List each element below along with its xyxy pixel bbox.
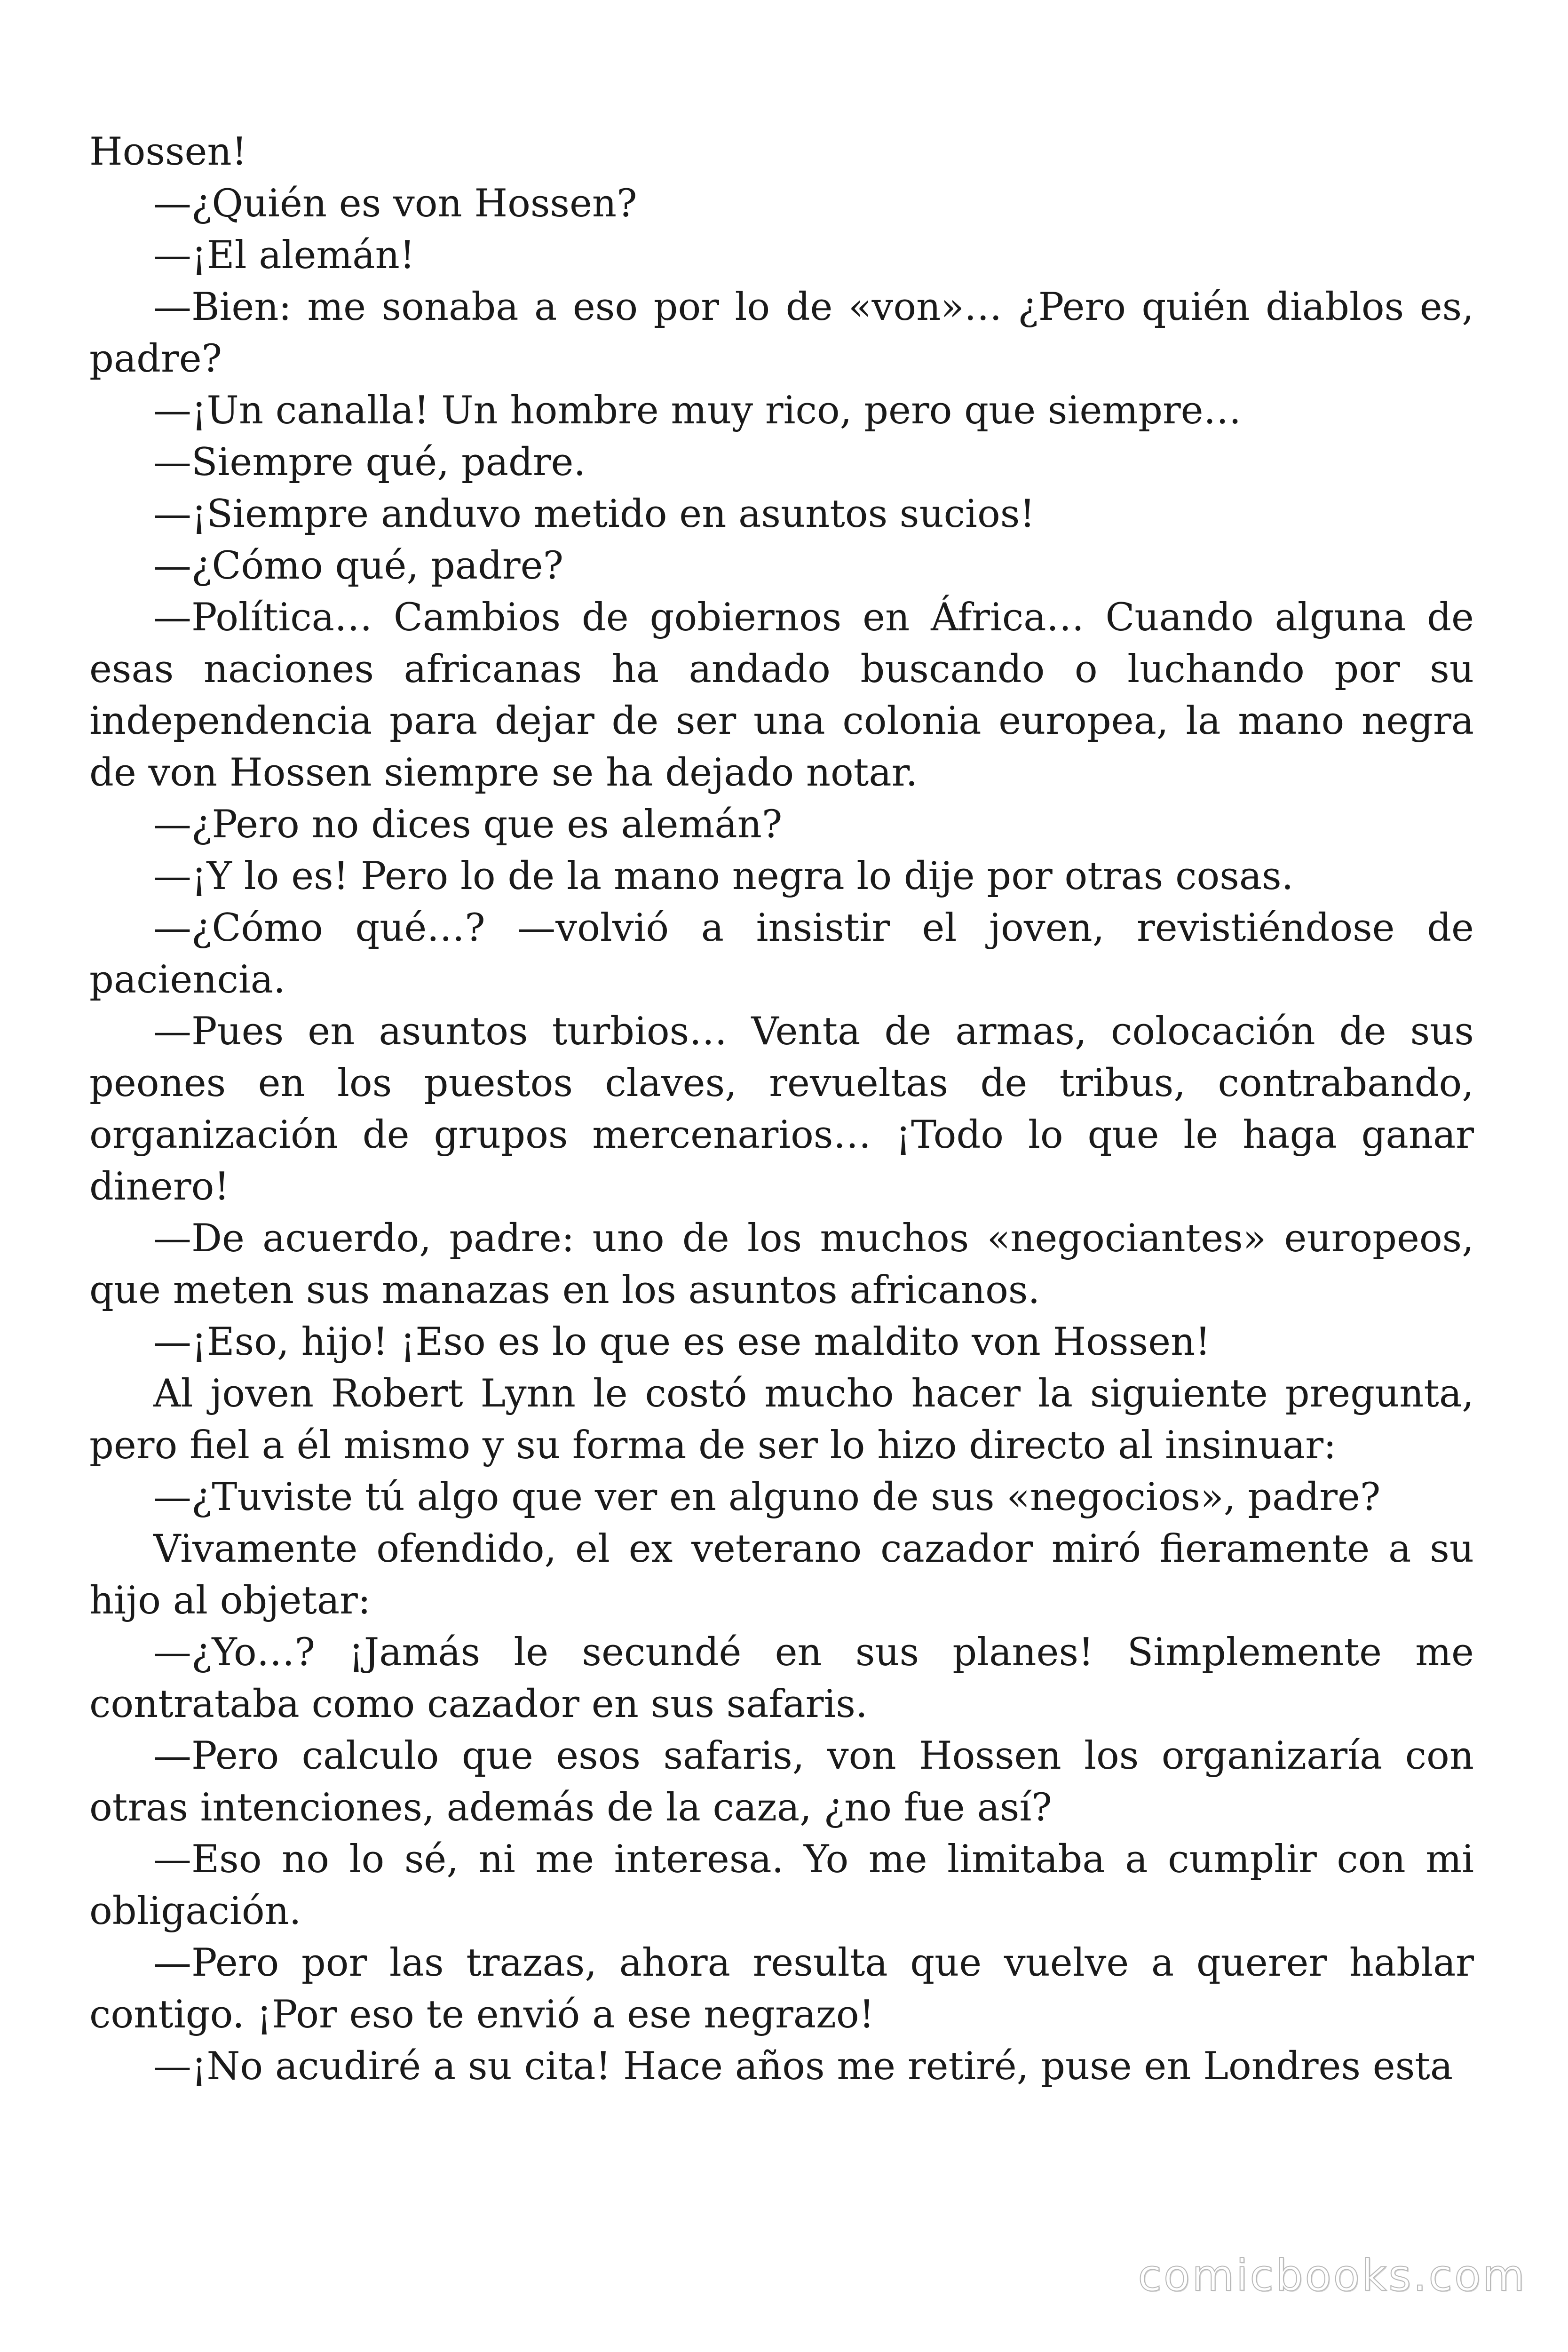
document-body <box>89 126 1474 2092</box>
paragraph: —¡Eso, hijo! ¡Eso es lo que es ese maldito von Hossen! <box>153 1320 1211 1364</box>
paragraph: Vivamente ofendido, el ex veterano cazador miró fieramente a su hijo al objetar: <box>89 1527 1474 1623</box>
paragraph: —Política… Cambios de gobiernos en África… Cuando alguna de esas naciones africanas ha andado buscando o luchando por su independencia para dejar de ser una colonia europea, la mano negra de von Hossen siempre se ha dejado notar. <box>89 596 1474 795</box>
paragraph: —De acuerdo, padre: uno de los muchos «negociantes» europeos, que meten sus manazas en los asuntos africanos. <box>89 1216 1474 1312</box>
paragraph: —Pero por las trazas, ahora resulta que vuelve a querer hablar contigo. ¡Por eso te envió a ese negrazo! <box>89 1941 1474 2037</box>
watermark: comicbooks.com <box>1138 2250 1527 2301</box>
paragraph: —Pues en asuntos turbios… Venta de armas, colocación de sus peones en los puestos claves, revueltas de tribus, contrabando, organización de grupos mercenarios… ¡Todo lo que le haga ganar dinero! <box>89 1009 1474 1209</box>
paragraph: —¿Tuviste tú algo que ver en alguno de sus «negocios», padre? <box>153 1475 1381 1519</box>
paragraph: —¡Un canalla! Un hombre muy rico, pero que siempre… <box>153 389 1242 433</box>
paragraph: —¿Pero no dices que es alemán? <box>153 803 783 847</box>
paragraph: —¡Y lo es! Pero lo de la mano negra lo dije por otras cosas. <box>153 854 1294 898</box>
paragraph: —¿Cómo qué, padre? <box>153 544 564 588</box>
paragraph: —¡El alemán! <box>153 233 415 278</box>
paragraph: —¿Yo…? ¡Jamás le secundé en sus planes! Simplemente me contrataba como cazador en sus safaris. <box>89 1630 1474 1726</box>
paragraph: —¿Cómo qué…? —volvió a insistir el joven, revistiéndose de paciencia. <box>89 906 1474 1002</box>
paragraph: —Eso no lo sé, ni me interesa. Yo me limitaba a cumplir con mi obligación. <box>89 1837 1474 1933</box>
paragraph: Al joven Robert Lynn le costó mucho hacer la siguiente pregunta, pero fiel a él mismo y su forma de ser lo hizo directo al insinuar: <box>89 1372 1474 1468</box>
paragraph: —Siempre qué, padre. <box>153 440 586 485</box>
paragraph: Hossen! <box>89 130 247 174</box>
paragraph: —Bien: me sonaba a eso por lo de «von»… ¿Pero quién diablos es, padre? <box>89 285 1474 381</box>
paragraph: —¡Siempre anduvo metido en asuntos sucios! <box>153 492 1035 536</box>
paragraph: —Pero calculo que esos safaris, von Hossen los organizaría con otras intenciones, además de la caza, ¿no fue así? <box>89 1734 1474 1830</box>
paragraph: —¿Quién es von Hossen? <box>153 182 637 226</box>
paragraph: —¡No acudiré a su cita! Hace años me retiré, puse en Londres esta <box>153 2044 1453 2089</box>
